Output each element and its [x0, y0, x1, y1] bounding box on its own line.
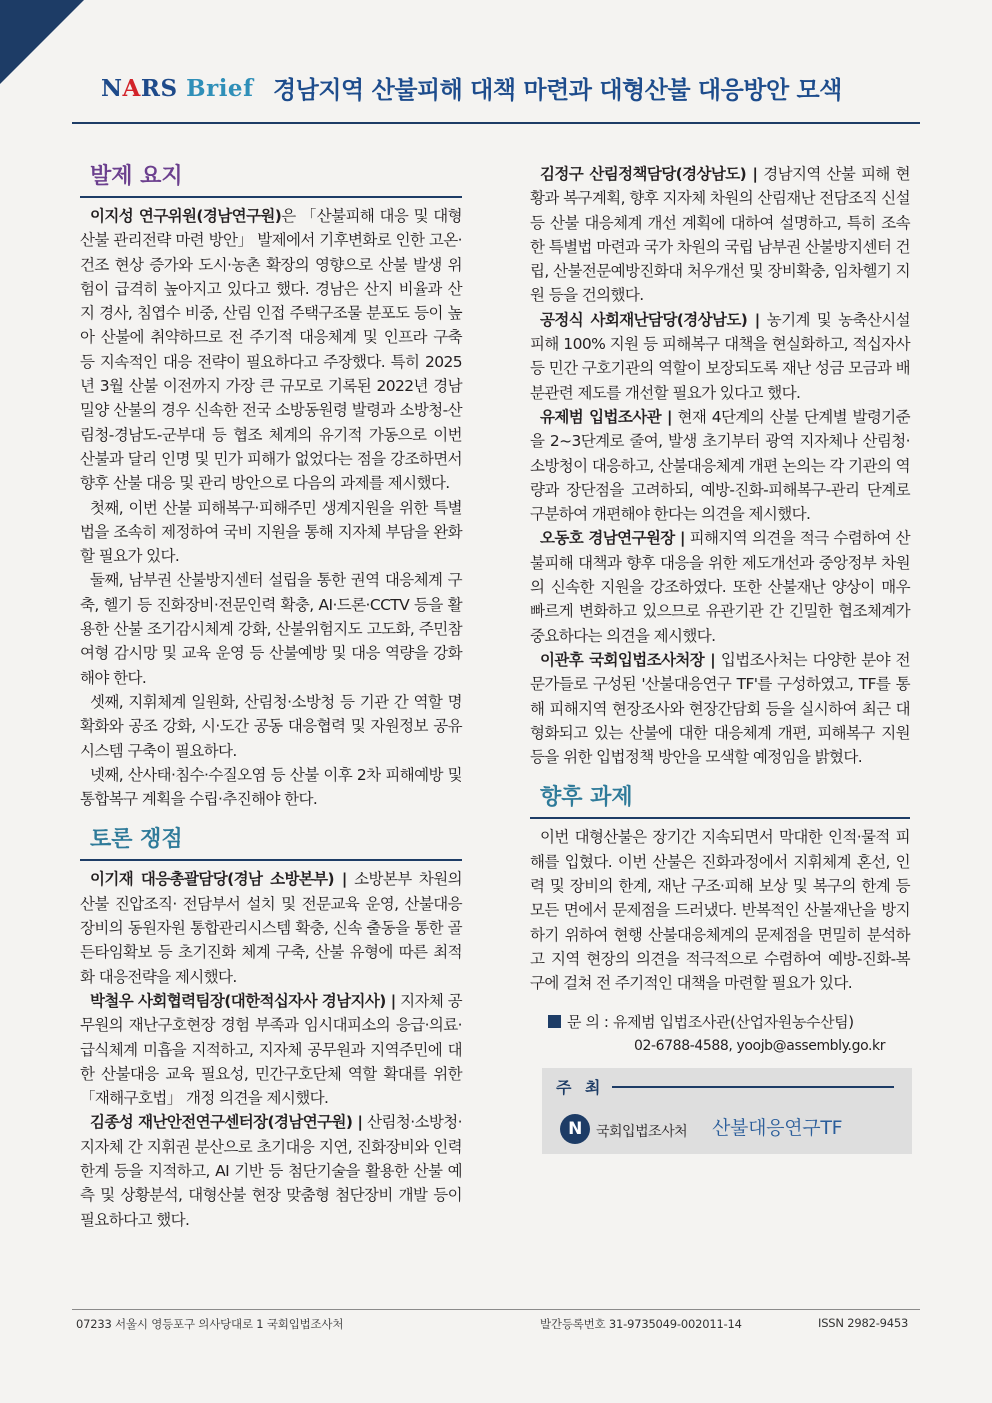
paragraph-text: 입법조사처는 다양한 분야 전문가들로 구성된 '산불대응연구 TF'를 구성하였고, TF를 통해 피해지역 현장조사와 현장간담회 등을 실시하여 최근 대형화되고 있는 산불에 대한 대응체계 개편, 피해복구 지원 등을 위한 입법정책 방안을 모색할 예정임을 밝혔다. [530, 650, 910, 767]
paragraph-text: 피해지역 의견을 적극 수렴하여 산불피해 대책과 향후 대응을 위한 제도개선과 중앙정부 차원의 신속한 지원을 강조하였다. 또한 산불재난 양상이 매우 빠르게 변화하고 있으므로 유관기관 간 긴밀한 협조체계가 중요하다는 의견을 제시했다. [530, 529, 910, 645]
paragraph-text: 농기계 및 농축산시설 피해 100% 지원 등 피해복구 대책을 현실화하고, 적십자사 등 민간 구호기관의 역할이 보장되도록 재난 성금 모금과 배분관련 제도를 개선할 필요가 있다고 했다. [530, 310, 910, 402]
host-box [542, 1068, 912, 1154]
paragraph-text: 경남지역 산불 피해 현황과 복구계획, 향후 지자체 차원의 산림재난 전담조직 신설 등 산불 대응체계 개선 계획에 대하여 설명하고, 특히 조속한 특별법 마련과 국가 차원의 국립 남부권 산불방지센터 건립, 산불전문예방진화대 처우개선 및 장비확충, 임차헬기 지원 등을 건의했다. [530, 165, 910, 305]
section-heading-discussion: 토론 쟁점 [80, 825, 462, 861]
discussion-item [530, 162, 910, 308]
discussion-item [530, 405, 910, 526]
summary-point-1: 첫째, 이번 산불 피해복구·피해주민 생계지원을 위한 특별법을 조속히 제정하여 국비 지원을 통해 지자체 부담을 완화할 필요가 있다. [80, 498, 462, 566]
section-heading-future: 향후 과제 [530, 783, 910, 819]
paragraph-text: 현재 4단계의 산불 단계별 발령기준을 2~3단계로 줄여, 발생 초기부터 광역 지자체나 산림청·소방청이 대응하고, 산불대응체계 개편 논의는 각 기관의 역량과 장단점을 고려하되, 예방-진화-피해복구-관리 단계로 구분하여 개편해야 한다는 의견을 제시했다. [530, 407, 911, 524]
left-column [80, 162, 462, 1232]
logo-brief: Brief [186, 75, 254, 102]
footer-registration: 발간등록번호 31-9735049-002011-14 [540, 1317, 742, 1331]
host-label: 주 최 [556, 1077, 605, 1097]
logo-n: N [101, 75, 123, 102]
speaker-name: 박철우 사회협력팀장(대한적십자사 경남지사) | [90, 991, 396, 1010]
paragraph-text: 지자체 공무원의 재난구호현장 경험 부족과 임시대피소의 응급·의료·급식체계 미흡을 지적하고, 지자체 공무원과 지역주민에 대한 산불대응 교육 필요성, 민간구호단체 역할 확대를 위한 「재해구호법」 개정 의견을 제시했다. [80, 991, 462, 1108]
paragraph-text: 은 「산불피해 대응 및 대형산불 관리전략 마련 방안」 발제에서 기후변화로 인한 고온·건조 현상 증가와 도시·농촌 확장의 영향으로 산불 발생 위험이 급격히 높아지고 있다고 했다. 경남은 산지 비율과 산지 경사, 침엽수 비중, 산림 인접 주택구조물 분포도 등이 높아 산불에 취약하므로 전 주기적 대응체계 및 인프라 구축 등 지속적인 대응 전략이 필요하다고 주장했다. 특히 2025년 3월 산불 이전까지 가장 큰 규모로 기록된 2022년 경남 밀양 산불의 경우 신속한 전국 소방동원령 발령과 소방청-산림청-경남도-군부대 등 협조 체계의 유기적 가동으로 이번 산불과 달리 인명 및 민가 피해가 없었다는 점을 강조하면서 향후 산불 대응 및 관리 방안으로 다음의 과제를 제시했다. [80, 207, 462, 493]
host-org: 국회입법조사처 [596, 1123, 688, 1140]
summary-point-2: 둘째, 남부권 산불방지센터 설립을 통한 권역 대응체계 구축, 헬기 등 진화장비·전문인력 확충, AI·드론·CCTV 등을 활용한 산불 조기감시체계 강화, 산불위험지도 고도화, 주민참여형 감시망 및 교육 운영 등 산불예방 및 대응 역량을 강화해야 한다. [80, 571, 462, 687]
square-bullet-icon [548, 1015, 561, 1028]
paragraph-text: 산림청·소방청·지자체 간 지휘권 분산으로 초기대응 지연, 진화장비와 인력 한계 등을 지적하고, AI 기반 등 첨단기술을 활용한 산불 예측 및 상황분석, 대형산불 현장 맞춤형 첨단장비 개발 등이 필요하다고 했다. [80, 1113, 462, 1229]
footer-address: 07233 서울시 영등포구 의사당대로 1 국회입법조사처 [76, 1317, 344, 1331]
future-paragraph: 이번 대형산불은 장기간 지속되면서 막대한 인적·물적 피해를 입혔다. 이번 산불은 진화과정에서 지휘체계 혼선, 인력 및 장비의 한계, 재난 구조·피해 보상 및 복구의 한계 등 모든 면에서 문제점을 드러냈다. 반복적인 산불재난을 방지하기 위하여 현행 산불대응체계의 문제점을 면밀히 분석하고 지역 현장의 의견을 적극적으로 수렴하여 예방-진화-복구에 걸쳐 전 주기적인 대책을 마련할 필요가 있다. [530, 828, 910, 993]
section-heading-summary: 발제 요지 [80, 162, 462, 198]
footer-issn: ISSN 2982-9453 [818, 1316, 909, 1330]
header-divider [72, 122, 920, 124]
speaker-name: 김정구 산림정책담당(경상남도) | [540, 165, 758, 183]
speaker-name: 이관후 국회입법조사처장 | [540, 650, 716, 669]
discussion-item [530, 526, 910, 647]
nars-emblem-icon: N [560, 1114, 590, 1144]
discussion-item [530, 648, 910, 769]
contact-info [530, 1010, 910, 1058]
discussion-item [530, 308, 910, 405]
corner-decoration [0, 0, 84, 84]
logo-rs: RS [140, 75, 178, 102]
contact-label: 문 의 : 유제범 입법조사관(산업자원농수산팀) [567, 1012, 854, 1031]
speaker-name: 이기재 대응총괄담당(경남 소방본부) | [90, 870, 347, 889]
contact-phone-email: 02-6788-4588, yoojb@assembly.go.kr [634, 1037, 886, 1054]
summary-paragraph [80, 204, 462, 496]
speaker-name: 이지성 연구위원(경남연구원) [90, 207, 282, 225]
summary-point-3: 셋째, 지휘체계 일원화, 산림청·소방청 등 기관 간 역할 명확화와 공조 강화, 시·도간 공동 대응협력 및 자원정보 공유 시스템 구축이 필요하다. [80, 692, 462, 760]
speaker-name: 공정식 사회재난담당(경상남도) | [540, 310, 760, 329]
nars-brief-logo [101, 75, 253, 102]
right-column [530, 162, 910, 1154]
host-divider [612, 1086, 894, 1088]
speaker-name: 유제범 입법조사관 | [540, 407, 672, 426]
speaker-name: 김종성 재난안전연구센터장(경남연구원) | [90, 1113, 363, 1132]
paragraph-text: 소방본부 차원의 산불 진압조직· 전담부서 설치 및 전문교육 운영, 산불대응 장비의 동원자원 통합관리시스템 확충, 신속 출동을 통한 골든타임확보 등 초기진화 체계 구축, 산불 유형에 따른 최적화 대응전략을 제시했다. [80, 870, 463, 986]
discussion-item [80, 989, 462, 1110]
logo-a: A [122, 75, 141, 102]
discussion-item [80, 1110, 462, 1231]
page-title: 경남지역 산불피해 대책 마련과 대형산불 대응방안 모색 [273, 76, 842, 104]
footer-divider [72, 1309, 920, 1310]
summary-point-4: 넷째, 산사태·침수·수질오염 등 산불 이후 2차 피해예방 및 통합복구 계획을 수립·추진해야 한다. [80, 765, 462, 809]
discussion-item [80, 867, 462, 988]
speaker-name: 오동호 경남연구원장 | [540, 529, 685, 548]
host-tf: 산불대응연구TF [712, 1116, 843, 1139]
